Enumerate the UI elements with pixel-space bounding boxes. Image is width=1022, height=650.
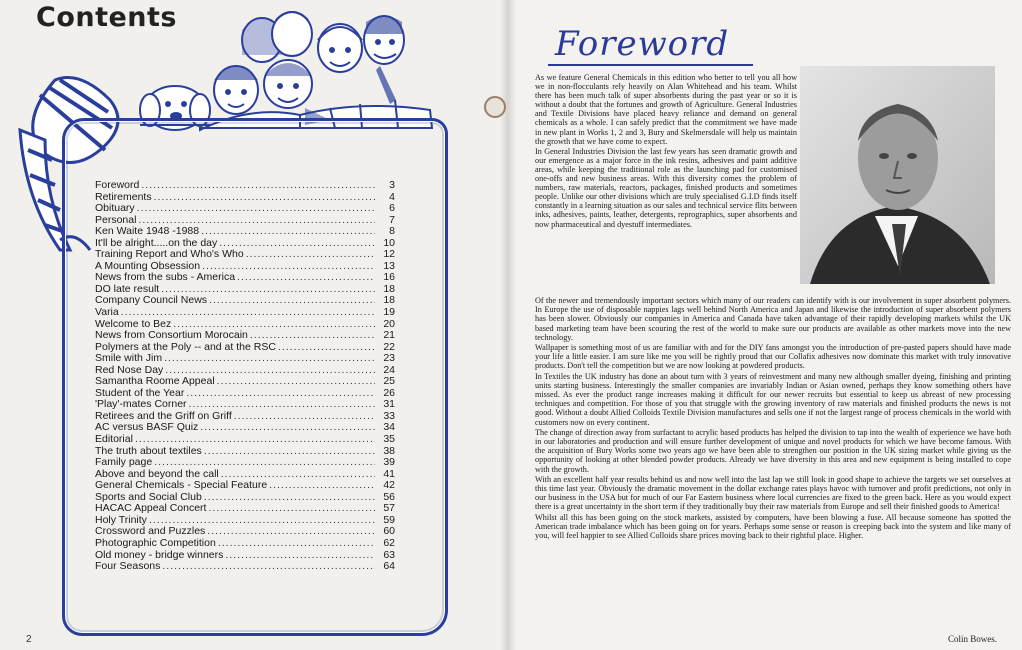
toc-entry-page: 63	[383, 548, 395, 561]
toc-entry-title: Four Seasons	[95, 560, 161, 573]
toc-entry	[95, 330, 395, 342]
toc-entry	[95, 307, 395, 319]
toc-entry	[95, 538, 395, 550]
paragraph: Whilst all this has been going on the stock markets, assisted by computers, have been blowing a fuse. All because someone has spotted the American trade imbalance which has been going on for years. Perhaps some sense or reason is creeping back into the system and like many of you, will feel happier to see Allied Colloids share prices moving back to their rightful place. Higher.	[535, 512, 1011, 541]
foreword-body-bottom	[535, 296, 1011, 541]
toc-entry-page: 18	[383, 294, 395, 307]
toc-entry-page: 31	[383, 398, 395, 411]
toc-entry-page: 16	[383, 271, 395, 284]
toc-entry-title: News from Consortium Morocain	[95, 329, 248, 342]
people-illustration	[200, 12, 432, 130]
toc-leader-dots	[204, 446, 375, 458]
toc-entry-title: Company Council News	[95, 294, 208, 307]
portrait-photo	[800, 66, 995, 284]
toc-leader-dots	[207, 526, 375, 538]
toc-leader-dots	[218, 538, 375, 550]
paragraph: As we feature General Chemicals in this edition who better to tell you all how we in non-flocculants rely heavily on Alan Whitehead and his team. Whilst there has been much talk of super absorbents during the past year or so it is without a doubt that the fortunes and growth of Agriculture. General Industries and Textile Divisions have placed heavy reliance and demand on general chemicals as a whole. I can safely predict that the commitment we have made in new plant in Works 1, 2 and 3, Bury and Skelmersdale will help us maintain the growth that we have come to expect.	[535, 73, 797, 146]
toc-leader-dots	[225, 550, 375, 562]
toc-entry-page: 6	[389, 202, 395, 215]
toc-entry-page: 3	[389, 179, 395, 191]
toc-entry-page: 60	[383, 525, 395, 538]
toc-entry-title: Student of the Year	[95, 386, 185, 399]
title-underline	[548, 64, 753, 66]
paragraph: With an excellent half year results behind us and now well into the last lap we still look in good shape to achieve the targets we set ourselves at this time last year. Obviously the dramatic movement in the dollar exchange rates plays havoc with turnover and profit predictions, not only in our business in the USA but for much of our Far Eastern business where local currencies are fixed to the green back. Here as you would expect there is a great uncertainty in the short term if they traditionally buy their raw materials from Europe and sell their finished goods to America!	[535, 474, 1011, 512]
toc-entry-page: 13	[383, 259, 395, 272]
toc-entry-title: Obituary	[95, 202, 135, 215]
toc-entry-title: Ken Waite 1948 -1988	[95, 225, 200, 238]
toc-entry-page: 4	[389, 190, 395, 203]
toc-entry-title: 'Play'-mates Corner	[95, 398, 187, 411]
toc-entry-title: Polymers at the Poly -- and at the RSC	[95, 340, 276, 353]
toc-leader-dots	[204, 492, 375, 504]
toc-entry-title: It'll be alright.....on the day	[95, 236, 218, 249]
toc-entry	[95, 434, 395, 446]
toc-entry-title: Varia	[95, 306, 119, 319]
toc-entry-page: 39	[383, 456, 395, 469]
toc-entry-title: Family page	[95, 456, 153, 469]
toc-entry	[95, 457, 395, 469]
toc-entry-title: Holy Trinity	[95, 513, 147, 526]
toc-leader-dots	[278, 342, 375, 354]
toc-entry-page: 34	[383, 421, 395, 434]
toc-entry-page: 23	[383, 352, 395, 365]
toc-entry-page: 57	[383, 502, 395, 515]
toc-leader-dots	[200, 422, 375, 434]
toc-entry-page: 19	[383, 306, 395, 319]
paragraph: In General Industries Division the last few years has seen dramatic growth and our emergence as a major force in the ink resins, adhesives and paint additive areas, while keeping the traditional role as the launching pad for customised one-offs and new business areas. With this diversity comes the problem of numbers, raw materials, reactors, packages, finished products and sometimes people. Unlike our other divisions which are truly specialised G.I.D finds itself constantly in a learning situation as our sales and technical service flits between inks, adhesives, paints, leather, detergents, reprographics, super absorbents and now pharmaceutical and dyestuff intermediates.	[535, 146, 797, 229]
toc-entry-page: 59	[383, 513, 395, 526]
toc-leader-dots	[162, 561, 375, 573]
toc-entry	[95, 422, 395, 434]
toc-entry	[95, 192, 395, 204]
foreword-body-top	[535, 73, 797, 230]
toc-leader-dots	[186, 388, 375, 400]
toc-leader-dots	[217, 376, 375, 388]
toc-entry-title: News from the subs - America	[95, 271, 236, 284]
toc-entry-title: Welcome to Bez	[95, 317, 172, 330]
toc-entry-page: 62	[383, 536, 395, 549]
toc-leader-dots	[141, 180, 375, 192]
toc-entry-title: DO late result	[95, 282, 160, 295]
toc-entry	[95, 226, 395, 238]
toc-entry-title: Above and beyond the call	[95, 467, 219, 480]
toc-entry-title: Samantha Roome Appeal	[95, 375, 215, 388]
toc-entry-page: 64	[383, 560, 395, 573]
toc-entry-page: 7	[389, 213, 395, 226]
toc-entry-page: 20	[383, 317, 395, 330]
toc-entry-page: 38	[383, 444, 395, 457]
toc-entry-title: Photographic Competition	[95, 536, 216, 549]
toc-entry	[95, 295, 395, 307]
toc-entry-title: Red Nose Day	[95, 363, 164, 376]
toc-entry-page: 25	[383, 375, 395, 388]
toc-entry-title: Personal	[95, 213, 137, 226]
toc-leader-dots	[237, 272, 375, 284]
foreword-title: Foreword	[555, 24, 730, 64]
paragraph: The change of direction away from surfactant to acrylic based products has helped the division to tap into the wealth of experience we have both in our laboratories and production and will ensure further development of unique and novel products for which we have become famous. With the acquisition of Bury Works some two years ago we have been able to strengthen our position in the UK sizing market while giving us the opportunity of looking at other blended powder products. Already we have diversity in this area and new equipment is being installed to cope with the growth.	[535, 427, 1011, 474]
toc-entry-title: A Mounting Obsession	[95, 259, 201, 272]
toc-entry-page: 35	[383, 433, 395, 446]
toc-entry	[95, 561, 395, 573]
contents-page	[0, 0, 508, 650]
toc-entry-title: Smile with Jim	[95, 352, 163, 365]
toc-entry-title: Retirements	[95, 190, 152, 203]
toc-entry-page: 21	[383, 329, 395, 342]
staple-mark	[484, 96, 506, 118]
signature: Colin Bowes.	[948, 634, 998, 644]
toc-leader-dots	[250, 330, 375, 342]
toc-leader-dots	[209, 295, 375, 307]
toc-entry-page: 22	[383, 340, 395, 353]
toc-leader-dots	[164, 353, 375, 365]
toc-entry-page: 10	[383, 236, 395, 249]
toc-entry	[95, 203, 395, 215]
toc-leader-dots	[208, 503, 375, 515]
contents-title: Contents	[36, 2, 178, 33]
paragraph: Wallpaper is something most of us are familiar with and for the DIY fans amongst you the introduction of pre-pasted papers should have made your life a little easier. I am sure like me you will be rightly proud that our Collafix adhesives now dominate this market with truly innovative products. Don't tell the competition but we are now looking at powdered products.	[535, 343, 1011, 371]
toc-entry-title: Retirees and the Griff on Griff	[95, 409, 232, 422]
toc-entry-title: Old money - bridge winners	[95, 548, 224, 561]
toc-entry-title: Training Report and Who's Who	[95, 248, 244, 261]
paragraph: Of the newer and tremendously important sectors which many of our readers can identify with is our involvement in super absorbent polymers. In Europe the use of disposable nappies lags well behind North America and Japan and likewise the introduction of super absorbent polymers has been slower. Obviously our companies in America and Canada have taken advantage of their rapidly developing markets whilst the UK based marketing team have been scouring the rest of the world to make sure our products are available as other markets move into the new technology.	[535, 296, 1011, 342]
toc-leader-dots	[201, 226, 375, 238]
paragraph: In Textiles the UK industry has done an about turn with 3 years of reinvestment and many new although smaller dyeing, finishing and printing units starting business. Interestingly the smaller companies are invariably Indian or Asian owned, perhaps they know something others have missed. As ever the product range increases making it difficult for our newer recruits but essential to keep us abreast of new processing techniques and competition. For those of you that struggle with the growing inventory of raw materials and finished products the news is not good. Without a doubt Allied Colloids Textile Division manufactures and sells one if not the largest range of process chemicals in the world with customers now on every continent.	[535, 371, 1011, 427]
toc-entry-title: Sports and Social Club	[95, 490, 202, 503]
toc-leader-dots	[154, 457, 375, 469]
toc-entry-title: Editorial	[95, 433, 133, 446]
toc-leader-dots	[234, 411, 375, 423]
toc-leader-dots	[121, 307, 375, 319]
toc-entry-page: 24	[383, 363, 395, 376]
toc-leader-dots	[154, 192, 375, 204]
toc-entry-title: The truth about textiles	[95, 444, 202, 457]
portrait-image	[800, 66, 995, 284]
toc-entry-page: 8	[389, 225, 395, 238]
toc-entry-page: 18	[383, 282, 395, 295]
toc-entry-page: 42	[383, 479, 395, 492]
toc-leader-dots	[269, 480, 375, 492]
toc-entry	[95, 180, 395, 192]
toc-entry-title: Foreword	[95, 179, 140, 191]
toc-entry-title: Crossword and Puzzles	[95, 525, 206, 538]
toc-entry-title: AC versus BASF Quiz	[95, 421, 199, 434]
toc-entry-page: 33	[383, 409, 395, 422]
toc-leader-dots	[137, 203, 375, 215]
toc-leader-dots	[246, 249, 375, 261]
table-of-contents	[95, 180, 395, 573]
toc-leader-dots	[135, 434, 375, 446]
toc-entry-title: HACAC Appeal Concert	[95, 502, 207, 515]
watermark	[490, 120, 530, 580]
page-number: 2	[26, 634, 32, 645]
toc-entry-title: General Chemicals - Special Feature	[95, 479, 268, 492]
toc-entry-page: 12	[383, 248, 395, 261]
toc-entry-page: 26	[383, 386, 395, 399]
toc-entry-page: 41	[383, 467, 395, 480]
toc-entry-page: 56	[383, 490, 395, 503]
